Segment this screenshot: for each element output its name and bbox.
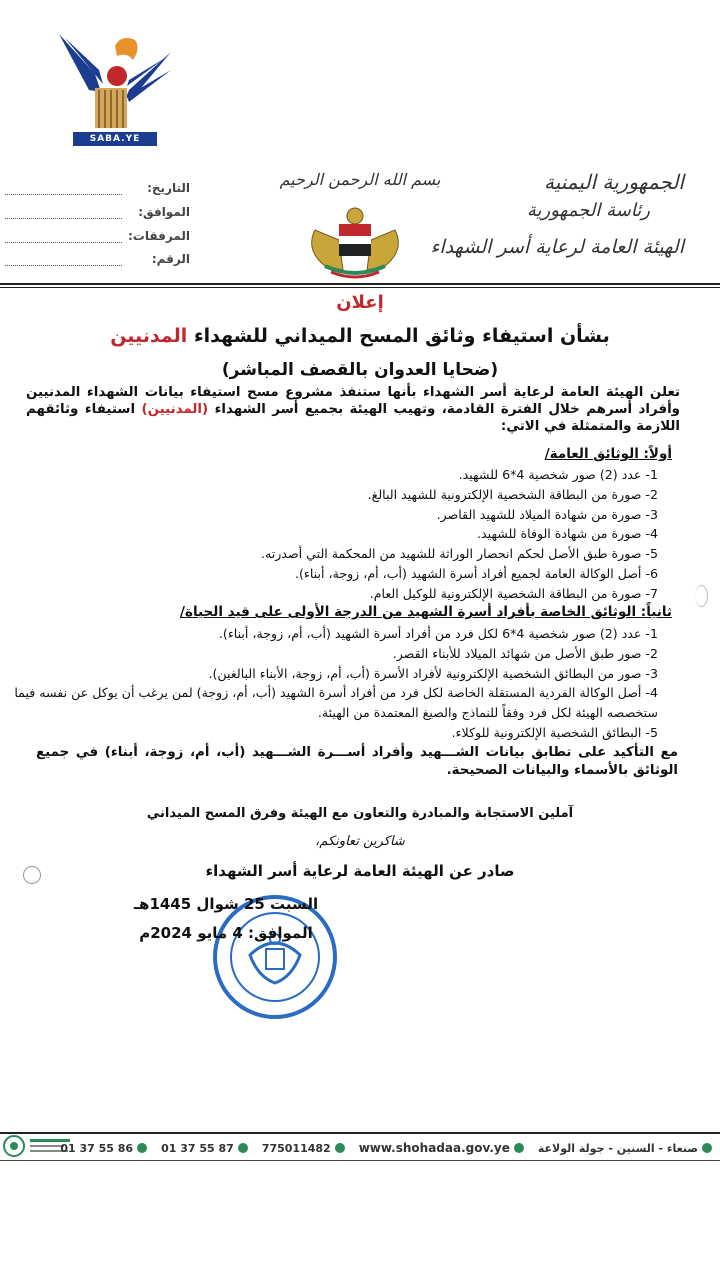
section2-list [8,624,658,743]
footer-phone-mobile [262,1142,345,1155]
saba-logo [55,30,175,148]
list-item: 3- صورة من شهادة الميلاد للشهيد القاصر. [436,506,658,522]
letterhead-country: الجمهورية اليمنية [543,170,684,194]
header-divider [0,283,720,285]
basmala: بسم الله الرحمن الرحيم [279,170,441,189]
footer-address [538,1142,712,1155]
logo-label: SABA.YE [73,132,157,146]
list-item: 2- صورة من البطاقة الشخصية الإلكترونية للشهيد البالغ. [367,486,658,502]
phone-icon [335,1143,345,1153]
section2-heading: ثانياً: الوثائق الخاصة بأفراد أسرة الشهيد من الدرجة الأولى على قيد الحياة/ [180,604,672,620]
list-item: 4- أصل الوكالة الفردية المستقلة الخاصة لكل فرد من أفراد أسرة الشهيد (أب، أم، زوجة) لمن يرغب أن يوكل عن نفسه فيما ستخصصه الهيئة لكل فرد وفقاً للنماذج والصيغ المعتمدة من الهيئة. [14,685,658,721]
title-highlight: المدنيين [110,325,188,347]
ref-date-label: التاريخ: [147,181,190,195]
section1-heading: أولاً: الوثائق العامة/ [544,446,672,462]
footer-website-text[interactable]: www.shohadaa.gov.ye [358,1141,510,1155]
ref-number-label: الرقم: [151,252,190,266]
list-item: 1- عدد (2) صور شخصية 4*6 لكل فرد من أفراد أسرة الشهيد (أب، أم، زوجة، أبناء). [218,626,658,641]
section1-list [38,465,658,604]
hijri-date: السبت 25 شوال 1445هـ [133,895,319,913]
ref-attachments-field [5,229,190,251]
announcement-heading: إعلان [336,292,384,313]
punch-hole [23,866,41,884]
location-icon [702,1143,712,1153]
announcement-subtitle: (ضحايا العدوان بالقصف المباشر) [221,360,499,380]
globe-icon [514,1143,524,1153]
ref-number-field [5,252,190,274]
punch-hole [695,585,708,607]
national-emblem [295,200,415,280]
title-prefix: بشأن استيفاء وثائق المسح الميداني للشهداء [193,325,610,347]
list-item: 7- صورة من البطاقة الشخصية الإلكترونية للوكيل العام. [369,585,658,601]
list-item: 2- صور طبق الأصل من شهائد الميلاد للأبناء القصر. [392,645,658,661]
footer-contact-bar [60,1138,712,1158]
list-item: 6- أصل الوكالة العامة لجميع أفراد أسرة الشهيد (أب، أم، زوجة، أبناء). [295,565,658,581]
intro-highlight: (المدنيين) [141,402,209,417]
footer-website[interactable] [359,1141,524,1155]
eagle-emblem-icon [295,200,415,280]
footer-divider-bottom [0,1160,720,1161]
list-item: 5- البطائق الشخصية الإلكترونية للوكلاء. [451,724,658,740]
thanks-text: شاكرين تعاونكم، [315,834,405,849]
header-divider-thin [0,287,720,288]
list-item: 1- عدد (2) صور شخصية 4*6 للشهيد. [458,467,658,482]
closing-text: آملين الاستجابة والمبادرة والتعاون مع الهيئة وفرق المسح الميداني [146,806,574,821]
letterhead-authority: الهيئة العامة لرعاية أسر الشهداء [430,236,684,258]
list-item: 4- صورة من شهادة الوفاة للشهيد. [477,526,658,542]
eagle-logo-icon [55,30,175,132]
list-item: 5- صورة طبق الأصل لحكم انحصار الوراثة للشهيد من المحكمة التي أصدرته. [261,546,658,562]
issuer-text: صادر عن الهيئة العامة لرعاية أسر الشهداء [205,862,515,880]
ref-date-field [5,181,190,203]
phone-icon [238,1143,248,1153]
footer-fax [60,1142,147,1155]
announcement-title [0,325,720,347]
intro-part-2: استيفاء وثائقهم اللازمة والمتمثلة في الاتي: [26,402,680,434]
footer-phone2-text: 01 37 55 87 [161,1141,234,1155]
gregorian-date: الموافق: 4 مايو 2024م [139,924,313,942]
ref-corresponding-label: الموافق: [138,205,190,219]
footer-phone1-text: 775011482 [261,1141,331,1155]
list-item: 3- صور من البطائق الشخصية الإلكترونية لأفراد الأسرة (أب، أم، زوجة، الأبناء البالغين). [208,665,658,681]
footer-divider [0,1132,720,1134]
intro-part-1: تعلن الهيئة العامة لرعاية أسر الشهداء بأنها ستنفذ مشروع مسح استيفاء بيانات الشهداء المدنيين وأفراد أسرهم خلال الفترة القادمة، وتهيب الهيئة بجميع أسر الشهداء [26,385,681,417]
letterhead-presidency: رئاسة الجمهورية [526,200,650,221]
ref-corresponding-field [5,205,190,227]
confirmation-paragraph: مع التأكيد على تطابق بيانات الشـــهيد وأفراد أســـرة الشـــهيد (أب، أم، زوجة، أبناء) في جميع الوثائق بالأسماء والبيانات الصحيحة. [36,745,678,778]
ref-attachments-label: المرفقات: [128,229,190,243]
footer-address-text: صنعاء - السنين - جولة الولاعة [537,1141,698,1155]
footer-phone3-text: 01 37 55 86 [60,1141,134,1155]
fax-icon [137,1143,147,1153]
footer-phone-landline [161,1142,248,1155]
intro-paragraph [26,384,680,435]
